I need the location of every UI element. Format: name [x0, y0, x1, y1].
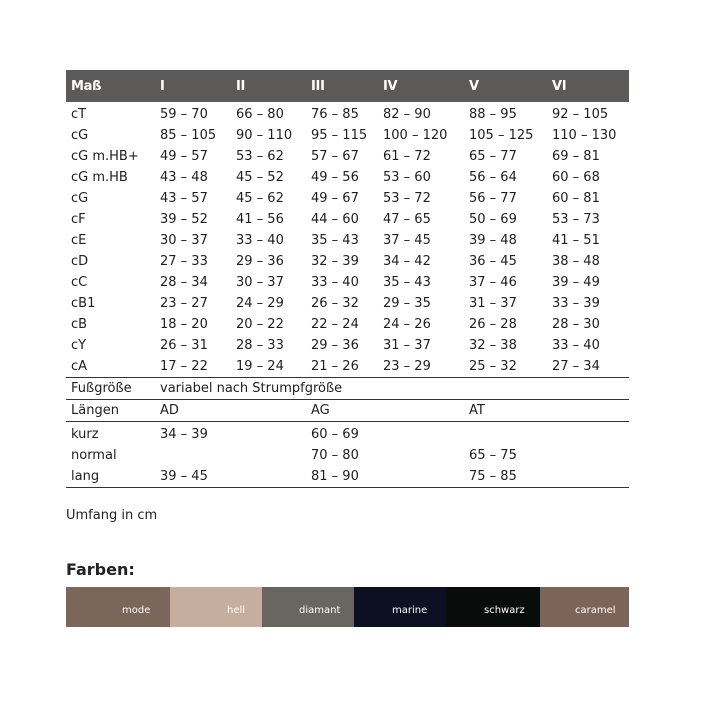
- header-cell-mass: Maß: [71, 79, 102, 94]
- size-value: 69 – 81: [552, 149, 600, 164]
- size-value: 27 – 33: [160, 254, 208, 269]
- color-swatch-diamant: [262, 587, 354, 627]
- size-value: 76 – 85: [311, 107, 359, 122]
- size-value: 23 – 27: [160, 296, 208, 311]
- size-value: 18 – 20: [160, 317, 208, 332]
- size-value: 53 – 72: [383, 191, 431, 206]
- table-row: [66, 188, 629, 209]
- size-value: 39 – 48: [469, 233, 517, 248]
- size-value: 43 – 57: [160, 191, 208, 206]
- size-value: 49 – 56: [311, 170, 359, 185]
- size-value: 33 – 40: [236, 233, 284, 248]
- length-name: kurz: [71, 427, 99, 442]
- size-value: 53 – 73: [552, 212, 600, 227]
- length-row-normal: [66, 445, 629, 466]
- lengths-header-at: AT: [469, 403, 485, 418]
- color-swatch-marine: [354, 587, 446, 627]
- color-swatch-mode: [66, 587, 170, 627]
- size-value: 29 – 35: [383, 296, 431, 311]
- color-label: mode: [122, 605, 151, 616]
- measure-label: cF: [71, 212, 86, 227]
- size-value: 26 – 28: [469, 317, 517, 332]
- size-value: 27 – 34: [552, 359, 600, 374]
- measure-label: cG: [71, 191, 89, 206]
- lengths-header-row: [66, 400, 629, 422]
- size-value: 26 – 31: [160, 338, 208, 353]
- size-value: 28 – 33: [236, 338, 284, 353]
- size-value: 110 – 130: [552, 128, 617, 143]
- length-at: 75 – 85: [469, 469, 517, 484]
- unit-note: Umfang in cm: [66, 508, 158, 523]
- measure-label: cA: [71, 359, 88, 374]
- size-value: 35 – 43: [383, 275, 431, 290]
- size-value: 31 – 37: [383, 338, 431, 353]
- size-table: [66, 70, 629, 488]
- size-value: 44 – 60: [311, 212, 359, 227]
- header-cell-iii: III: [311, 79, 325, 94]
- length-at: 65 – 75: [469, 448, 517, 463]
- lengths-rows: [66, 422, 629, 488]
- size-value: 61 – 72: [383, 149, 431, 164]
- size-value: 90 – 110: [236, 128, 293, 143]
- size-value: 59 – 70: [160, 107, 208, 122]
- measure-label: cB1: [71, 296, 96, 311]
- table-row: [66, 293, 629, 314]
- measure-label: cG m.HB+: [71, 149, 139, 164]
- header-cell-i: I: [160, 79, 165, 94]
- size-value: 34 – 42: [383, 254, 431, 269]
- size-value: 28 – 34: [160, 275, 208, 290]
- table-row: [66, 230, 629, 251]
- size-value: 17 – 22: [160, 359, 208, 374]
- size-value: 30 – 37: [236, 275, 284, 290]
- length-ag: 60 – 69: [311, 427, 359, 442]
- size-value: 47 – 65: [383, 212, 431, 227]
- measure-label: cC: [71, 275, 88, 290]
- length-ag: 70 – 80: [311, 448, 359, 463]
- size-value: 60 – 68: [552, 170, 600, 185]
- length-ad: 39 – 45: [160, 469, 208, 484]
- table-row: [66, 251, 629, 272]
- table-row: [66, 167, 629, 188]
- length-name: normal: [71, 448, 117, 463]
- size-value: 45 – 52: [236, 170, 284, 185]
- size-value: 33 – 40: [552, 338, 600, 353]
- colors-title: Farben:: [66, 560, 135, 579]
- length-row-lang: [66, 466, 629, 488]
- table-row: [66, 146, 629, 167]
- size-value: 95 – 115: [311, 128, 368, 143]
- size-value: 49 – 67: [311, 191, 359, 206]
- lengths-label: Längen: [71, 403, 119, 418]
- measure-rows: [66, 102, 629, 378]
- table-row: [66, 335, 629, 356]
- length-row-kurz: [66, 424, 629, 445]
- size-value: 53 – 62: [236, 149, 284, 164]
- size-value: 88 – 95: [469, 107, 517, 122]
- lengths-header-ad: AD: [160, 403, 179, 418]
- table-row: [66, 314, 629, 335]
- size-value: 33 – 39: [552, 296, 600, 311]
- length-ad: 34 – 39: [160, 427, 208, 442]
- color-swatches: [66, 587, 629, 627]
- size-value: 82 – 90: [383, 107, 431, 122]
- header-cell-iv: IV: [383, 79, 398, 94]
- color-swatch-schwarz: [446, 587, 540, 627]
- measure-label: cD: [71, 254, 89, 269]
- color-label: marine: [392, 605, 428, 616]
- size-value: 56 – 64: [469, 170, 517, 185]
- size-value: 35 – 43: [311, 233, 359, 248]
- size-value: 60 – 81: [552, 191, 600, 206]
- measure-label: cY: [71, 338, 87, 353]
- size-value: 29 – 36: [236, 254, 284, 269]
- size-value: 19 – 24: [236, 359, 284, 374]
- header-cell-vi: VI: [552, 79, 567, 94]
- size-value: 20 – 22: [236, 317, 284, 332]
- size-value: 26 – 32: [311, 296, 359, 311]
- color-label: hell: [227, 605, 246, 616]
- foot-size-label: Fußgröße: [71, 381, 132, 396]
- foot-size-value: variabel nach Strumpfgröße: [160, 381, 343, 396]
- size-value: 50 – 69: [469, 212, 517, 227]
- measure-label: cB: [71, 317, 88, 332]
- table-row: [66, 125, 629, 146]
- color-swatch-caramel: [540, 587, 629, 627]
- size-value: 32 – 39: [311, 254, 359, 269]
- length-name: lang: [71, 469, 100, 484]
- table-row: [66, 209, 629, 230]
- size-value: 36 – 45: [469, 254, 517, 269]
- size-value: 33 – 40: [311, 275, 359, 290]
- size-value: 21 – 26: [311, 359, 359, 374]
- color-label: schwarz: [484, 605, 525, 616]
- header-cell-v: V: [469, 79, 479, 94]
- size-value: 24 – 29: [236, 296, 284, 311]
- size-value: 37 – 45: [383, 233, 431, 248]
- length-ag: 81 – 90: [311, 469, 359, 484]
- table-row: [66, 356, 629, 378]
- size-value: 66 – 80: [236, 107, 284, 122]
- size-value: 25 – 32: [469, 359, 517, 374]
- size-value: 41 – 51: [552, 233, 600, 248]
- size-value: 32 – 38: [469, 338, 517, 353]
- measure-label: cT: [71, 107, 87, 122]
- size-value: 29 – 36: [311, 338, 359, 353]
- size-value: 92 – 105: [552, 107, 609, 122]
- size-value: 100 – 120: [383, 128, 448, 143]
- size-value: 22 – 24: [311, 317, 359, 332]
- size-value: 45 – 62: [236, 191, 284, 206]
- size-value: 23 – 29: [383, 359, 431, 374]
- size-value: 53 – 60: [383, 170, 431, 185]
- table-row: [66, 272, 629, 293]
- size-value: 39 – 49: [552, 275, 600, 290]
- size-value: 43 – 48: [160, 170, 208, 185]
- size-value: 30 – 37: [160, 233, 208, 248]
- size-value: 39 – 52: [160, 212, 208, 227]
- size-value: 38 – 48: [552, 254, 600, 269]
- size-value: 85 – 105: [160, 128, 217, 143]
- table-row: [66, 104, 629, 125]
- size-value: 57 – 67: [311, 149, 359, 164]
- size-value: 49 – 57: [160, 149, 208, 164]
- color-swatch-hell: [170, 587, 262, 627]
- size-value: 31 – 37: [469, 296, 517, 311]
- size-value: 28 – 30: [552, 317, 600, 332]
- table-header: [66, 70, 629, 102]
- size-value: 65 – 77: [469, 149, 517, 164]
- size-value: 56 – 77: [469, 191, 517, 206]
- measure-label: cE: [71, 233, 87, 248]
- header-cell-ii: II: [236, 79, 246, 94]
- size-value: 24 – 26: [383, 317, 431, 332]
- foot-size-row: [66, 378, 629, 400]
- measure-label: cG m.HB: [71, 170, 128, 185]
- color-label: diamant: [299, 605, 341, 616]
- size-value: 105 – 125: [469, 128, 534, 143]
- lengths-header-ag: AG: [311, 403, 330, 418]
- size-value: 41 – 56: [236, 212, 284, 227]
- measure-label: cG: [71, 128, 89, 143]
- size-value: 37 – 46: [469, 275, 517, 290]
- color-label: caramel: [575, 605, 616, 616]
